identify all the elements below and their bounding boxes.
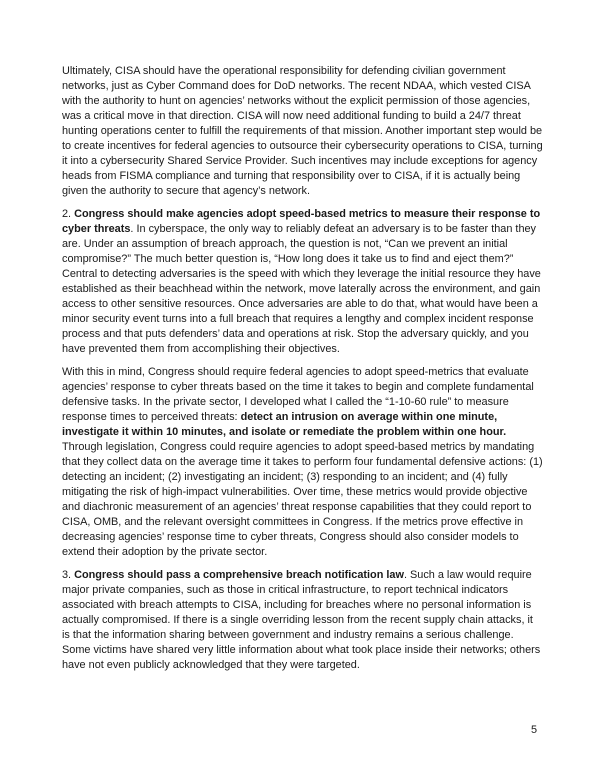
bold-text-run: Congress should make agencies adopt speed-based metrics to measure their response to cyber threats — [62, 208, 541, 235]
document-body — [62, 64, 543, 673]
bold-text-run: detect an intrusion on average within one minute, investigate it within 10 minutes, and isolate or remediate the problem within one hour. — [62, 411, 507, 438]
paragraph — [62, 365, 543, 560]
page-number: 5 — [530, 724, 537, 736]
text-run: Through legislation, Congress could require agencies to adopt speed-based metrics by mandating that they collect data on the average time it takes to perform four fundamental defensive actions: (1) detecting an incident; (2) investigating an incident; (3) responding to an incident; and (4) fully mitigating the risk of high-impact vulnerabilities. Over time, these metrics would provide objective and diachronic measurement of an agencies’ threat response capabilities that they could report to CISA, OMB, and the relevant oversight committees in Congress. If the metrics prove effective in decreasing agencies’ response time to cyber threats, Congress should also consider models to extend their adoption by the private sector. — [62, 441, 543, 558]
text-run: . Such a law would require major private companies, such as those in critical infrastructure, to report technical indicators associated with breach attempts to CISA, including for breaches where no personal information is actually compromised. If there is a single overriding lesson from the recent supply chain attacks, it is that the information sharing between government and industry remains a serious challenge. Some victims have shared very little information about what took place inside their networks; others have not even publicly acknowledged that they were targeted. — [62, 569, 541, 671]
paragraph — [62, 568, 543, 673]
paragraph — [62, 207, 543, 357]
bold-text-run: Congress should pass a comprehensive breach notification law — [74, 569, 404, 581]
text-run: Ultimately, CISA should have the operational responsibility for defending civilian government networks, just as Cyber Command does for DoD networks. The recent NDAA, which vested CISA with the authority to hunt on agencies’ networks without the explicit permission of those agencies, was a critical move in that direction. CISA will now need additional funding to build a 24/7 threat hunting operations center to fulfill the requirements of that mission. Another important step would be to create incentives for federal agencies to outsource their cybersecurity operations to CISA, turning it into a cybersecurity Shared Service Provider. Such incentives may include exceptions for agency heads from FISMA compliance and turning that responsibility over to CISA, if it is actually being given the authority to secure that agency’s network. — [62, 65, 543, 197]
text-run: 3. — [62, 569, 75, 581]
text-run: . In cyberspace, the only way to reliably defeat an adversary is to be faster than they are. Under an assumption of breach approach, the question is not, “Can we prevent an initial compromise?” The much better question is, “How long does it take us to find and eject them?” Central to detecting adversaries is the speed with which they leverage the initial resource they have established as their beachhead within the network, move laterally across the environment, and gain access to other sensitive resources. Once adversaries are able to do that, what would have been a minor security event turns into a full breach that requires a lengthy and complex incident response process and that puts defenders’ data and operations at risk. Stop the adversary quickly, and you have prevented them from accomplishing their objectives. — [62, 223, 541, 355]
text-run: With this in mind, Congress should require federal agencies to adopt speed-metrics that evaluate agencies’ response to cyber threats based on the time it takes to begin and complete fundamental defensive tasks. In the private sector, I developed what I called the “1-10-60 rule” to measure response times to perceived threats: — [62, 366, 534, 423]
paragraph — [62, 64, 543, 199]
text-run: 2. — [62, 208, 75, 220]
